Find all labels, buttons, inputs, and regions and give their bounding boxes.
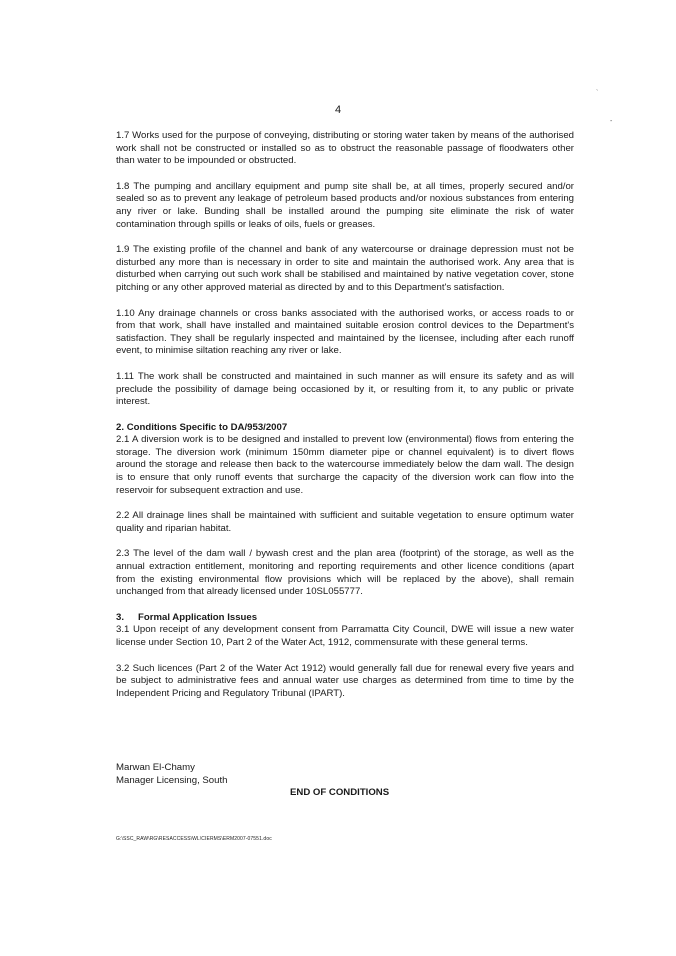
section-3-number: 3. — [116, 611, 125, 623]
paragraph-2-1: 2.1 A diversion work is to be designed and installed to prevent low (environmental) flows from entering the storage. The diversion work (minimum 150mm diameter pipe or channel equivalent) is to divert flows around the storage and release then back to the watercourse immediately below the dam wall. The design is to ensure that only runoff events that surcharge the capacity of the diversion work can flow into the reservoir for subsequent extraction and use. — [116, 434, 574, 496]
paragraph-3-1: 3.1 Upon receipt of any development consent from Parramatta City Council, DWE will issue a new water license under Section 10, Part 2 of the Water Act, 1912, commensurate with these general terms. — [116, 624, 574, 648]
scan-speck: ` — [596, 90, 599, 97]
document-body — [116, 130, 574, 713]
signatory-title: Manager Licensing, South — [116, 774, 228, 786]
paragraph-1-11: 1.11 The work shall be constructed and maintained in such manner as will ensure its safety and as will preclude the possibility of damage being occasioned by it, or resulting from it, to any public or private interest. — [116, 370, 574, 408]
paragraph-1-7: 1.7 Works used for the purpose of conveying, distributing or storing water taken by means of the authorised work shall not be constructed or installed so as to obstruct the reasonable passage of floodwaters other than water to be impounded or obstructed. — [116, 130, 574, 167]
paragraph-1-10: 1.10 Any drainage channels or cross banks associated with the authorised works, or access roads to or from that work, shall have installed and maintained suitable erosion control devices to the Department's satisfaction. They shall be regularly inspected and maintained by the licensee, including after each runoff event, to minimise siltation reaching any river or lake. — [116, 307, 574, 357]
paragraph-2-3: 2.3 The level of the dam wall / bywash crest and the plan area (footprint) of the storage, as well as the annual extraction entitlement, monitoring and reporting requirements and other licence conditions (apart from the existing environmental flow provisions which will be replaced by the above), shall remain unchanged from that already licensed under 10SL055777. — [116, 548, 574, 598]
signature-block — [116, 762, 227, 787]
footer-file-path: G:\SSC_RAW\RG\RESACCESS\WL\CIERMS\ERM2007-07551.doc — [116, 836, 272, 842]
section-3-heading — [116, 612, 574, 625]
section-2-number: 2. — [116, 421, 125, 433]
section-3-title: Formal Application Issues — [138, 611, 258, 623]
end-of-conditions: END OF CONDITIONS — [290, 787, 390, 798]
scan-speck: - — [610, 118, 613, 125]
page-number: 4 — [334, 104, 342, 116]
paragraph-2-2: 2.2 All drainage lines shall be maintained with sufficient and suitable vegetation to ensure optimum water quality and riparian habitat. — [116, 510, 574, 534]
paragraph-3-2: 3.2 Such licences (Part 2 of the Water Act 1912) would generally fall due for renewal every five years and be subject to administrative fees and annual water use charges as determined from time to time by the Independent Pricing and Regulatory Tribunal (IPART). — [116, 662, 574, 699]
paragraph-1-8: 1.8 The pumping and ancillary equipment and pump site shall be, at all times, properly secured and/or sealed so as to prevent any leakage of petroleum based products and/or noxious substances from entering any river or lake. Bunding shall be installed around the pumping site eliminate the risk of water contamination through spills or leaks of oils, fuels or greases. — [116, 180, 574, 230]
paragraph-1-9: 1.9 The existing profile of the channel and bank of any watercourse or drainage depression must not be disturbed any more than is necessary in order to site and maintain the authorised work. Any area that is disturbed when carrying out such work shall be stabilised and maintained by native vegetation cover, stone pitching or any other approved material as directed by and to this Department's satisfaction. — [116, 244, 574, 293]
signatory-name: Marwan El-Chamy — [116, 762, 195, 773]
section-2-heading — [116, 422, 574, 435]
section-2-title: Conditions Specific to DA/953/2007 — [126, 421, 288, 433]
